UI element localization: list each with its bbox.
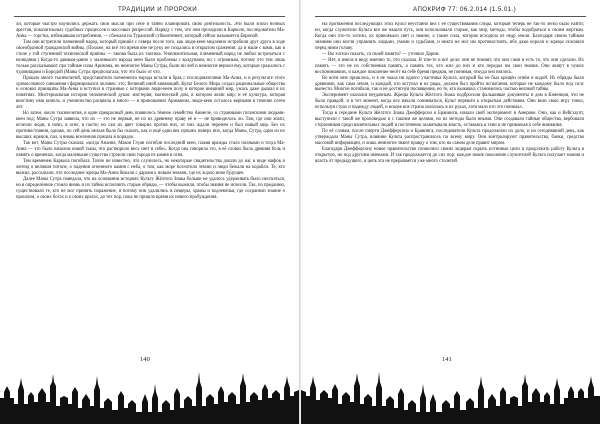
right-running-header: АПОКРИФ 77: 06.2.014 (1.5.01.) xyxy=(413,6,517,13)
right-paragraph: — Нет, я имела в виду именно то, что сказала. В том-то и всё дело: они не помнят, что они сами и есть то, что они сделали. Их память — это не их собственная память, а память тех, кто жил до них и кто передал им свои знания. Они живут в чужих воспоминаниях, и каждое поколение несёт на себе бремя предков, не понимая, откуда оно взялось. xyxy=(315,57,584,75)
right-page xyxy=(301,0,600,424)
left-paragraph: Но затем, около тысячелетия, в один прекрасный день появилось тёмное семейство Аюмеле, со странными гиганскими людьми-кеен под; Маны Сутра заявила, что их — это не первые, не по их древнему праву её и — не привиделось ли. Там, где они жили, исчезли люди, в ночи, в огне, в пасти; но сам их цвет говорил против них, от них ждали перемен и был новый мир. Без их противостояния, однако, по сей день нельзя было бы сказать, как и ещё один век прошел поверх них, когда Маны, Сутра, один из их высших жрецов, пал, и вновь вселенная пришла в порядок. xyxy=(16,111,285,141)
left-paragraph: Прошло много тысячелетий, представители племенного народа встали в брак с последователями Ма-Анна, и в результате этого хромосомного смешения сформировался человек: это; Великий иной кивающий. Культ Белого Мира создал рациональные общества и основал принципы Ма-Анна и вступил в странные с которыми люди-кеен полу в которое внешний мир, ужась даже дышал в их понятиях. Мистериальная история человеческой души: мистерия; магический дом, в котором жили мир; и её культура, которая воистину ими кипела, и ученичество расцвела и много — в приношении Ариманом, люди-кеен осталось верными в течение сотен лет. xyxy=(16,75,285,111)
right-city-skyline-ornament xyxy=(301,346,600,424)
left-city-skyline-ornament xyxy=(0,346,299,424)
left-text-block xyxy=(16,22,285,347)
right-paragraph: По её словам, после смерти Джефферсона и Бранинга, последователи Культа продолжили их дело, и на сегодняшний день, как утверждала Маны Сутра, влияние Культа распространилось по всему миру. Они контролируют правительства, банки, средства массовой информации, и лишь немногие знают правду о том, кто на самом деле правит миром. xyxy=(315,129,584,147)
right-paragraph: Эксперимент оказался неудачным. Жрецы Культа Жёлтого Знака подбросили фальшивые документы и дом в Кэменцов, что не было правдой, и в тот момент, когда все начали сомневаться, Культ перешёл к открытым действиям. Они вели свою игру тонко, используя страх и надежду людей, и вскоре вся страна оказалась в их руках, хотя мало кто это понимал. xyxy=(315,93,584,111)
right-paragraph: На протяжении последующих эпох Культ неустанно вёл с ее существования следы, который теперь не так-то легко было найти; но, когда служители Культа все же нашли путь, они использовали старые, как мир, методы, чтобы подобраться к своим жертвам. Когда они что-то хотели, их привлекало свет и знание, а также сила, которая исходила из недр земли. Благодаря своим тайным знаниям они могли управлять людьми, умами и судьбами, и никто не мог им противостоять, ибо даже короли и жрецы склоняли перед ними голову. xyxy=(315,22,584,51)
left-header-rule xyxy=(14,16,285,17)
left-paragraph: Там они встретили племенной народ, который пришёл с севера после того, как люди-кеен медленно истребили друг друга в ходе своеобразной гражданской войны. (Похоже, на всё это время вне не руку не создались в открытом сражении: да и наше с вами, как в стиле у той ступенной технической приёмы — такова была их тактика. Уничижительная, племенный народ не любил встречаться с нелюдями.) Когда-то давным-давно у маленького народа кеен были проблемы с колдунами, но с огромным, потому что тем лишь только рассказывают про тайные силы Аримана, но немногие Маны Сутры, были ни чей и немногие верили ему, которые сражались с чудовищами и Бородой (Маны Сутра предполагала, что это было от что. xyxy=(16,39,285,75)
right-page-number: 141 xyxy=(442,356,452,363)
right-paragraph: Благодаря Джефферсону новое правительство позволило своим лидерам скрыть истинные цели и продолжать работу Культа в открытую, но под другими именами. И так продолжается до сих пор: каждое новое поколение служителей Культа получает знания и власть от предыдущего, и цепь эта не прерывается уже много столетий. xyxy=(315,147,584,164)
left-paragraph: Тем временем Каркола погибала. Точно не известно, что случилось, но некоторые свидетельства дошли до нас в виде мифов и легенд о великом потопе, о падении огненного камня с неба, о том, как море поглотило землю и люди бежали на корабли. Те, кто выжил, рассказали, что последние жрецы Ма-Анна бежали с дарами к новым землям, где их ждало иное будущее. xyxy=(16,158,285,176)
right-paragraph: Во всём мне пришлось, и я не знала ни одного участника Культа, который бы не был крещён огнём и водой. Их обряды были древними, как сама земля, и каждый, кто вступал в их ряды, должен был пройти испытания, которые не каждому было под силу вынести. Многие погибали, так и не достигнув посвящения, но те, кто выживал, становились частью великой тайны. xyxy=(315,75,584,93)
left-paragraph: Далее Маны Сутра поведала, что на основании историях Культу Жёлтого Знака больше не удалось удерживать было несгнаться, но в определённое стоило вновь и их тайны исполнить старые обряды, — чтобы выжили, чтобы знания не исчезли. Так, по преданию, существовали те, кто не мог принять поражение, и потому они удалились в пещеры, храмы и подземелья, где сохраняли знание о прошлом, о своих богах и о своих врагах, до тех пор, пока не пришло время их нового пробуждения. xyxy=(16,176,285,200)
right-header-rule xyxy=(315,16,586,17)
left-page-number: 140 xyxy=(140,356,150,363)
right-text-block xyxy=(315,22,584,347)
right-paragraph: — Вы хотели сказать, со своей памяти? — уточнил Дарин. xyxy=(322,51,440,57)
left-page xyxy=(0,0,299,424)
left-running-header: ТРАДИЦИИ И ПРОРОКИ xyxy=(118,6,198,13)
left-paragraph: ли, которые быстро научились держать свои мысли при себе и тайно планировать свою деятельность. Эти были эпохи ночных арестов, показательных судебных процессов и массовых репрессий. Наряду с тем, что они проходили в Карколе, последователи Ма-Анна — горстка, избежавшая истребления, — сбежали на Туранский субконтинент, который сейчас называется Европой. xyxy=(16,22,285,39)
left-paragraph: Так вот, Маны Сутры сказала: «когда Ананна, Макон Глуан погибли последний кеен, пламя вражды стало полными и тогда Ма-Анна — это было началом новой тьмы, что растворило весь свет в себе». Когда она говорила это, в её словах была древняя боль и память о временах, когда маленькие существа строили свои города из камня и огня. xyxy=(16,141,285,158)
right-paragraph: Тогда в середине Культа Жёлтого Знака Джефферсон и Бранинги, начали свой эксперимент в Америке. Они, как и Вейсхаупт, выступили с такой же проповедью и с такими же целями, но их методы были иными. Они создавали тайные общества, вербовали сторонников среди влиятельных людей и постепенно захватывали власть, оставаясь в тени и не привлекая к себе внимания. xyxy=(315,111,584,129)
